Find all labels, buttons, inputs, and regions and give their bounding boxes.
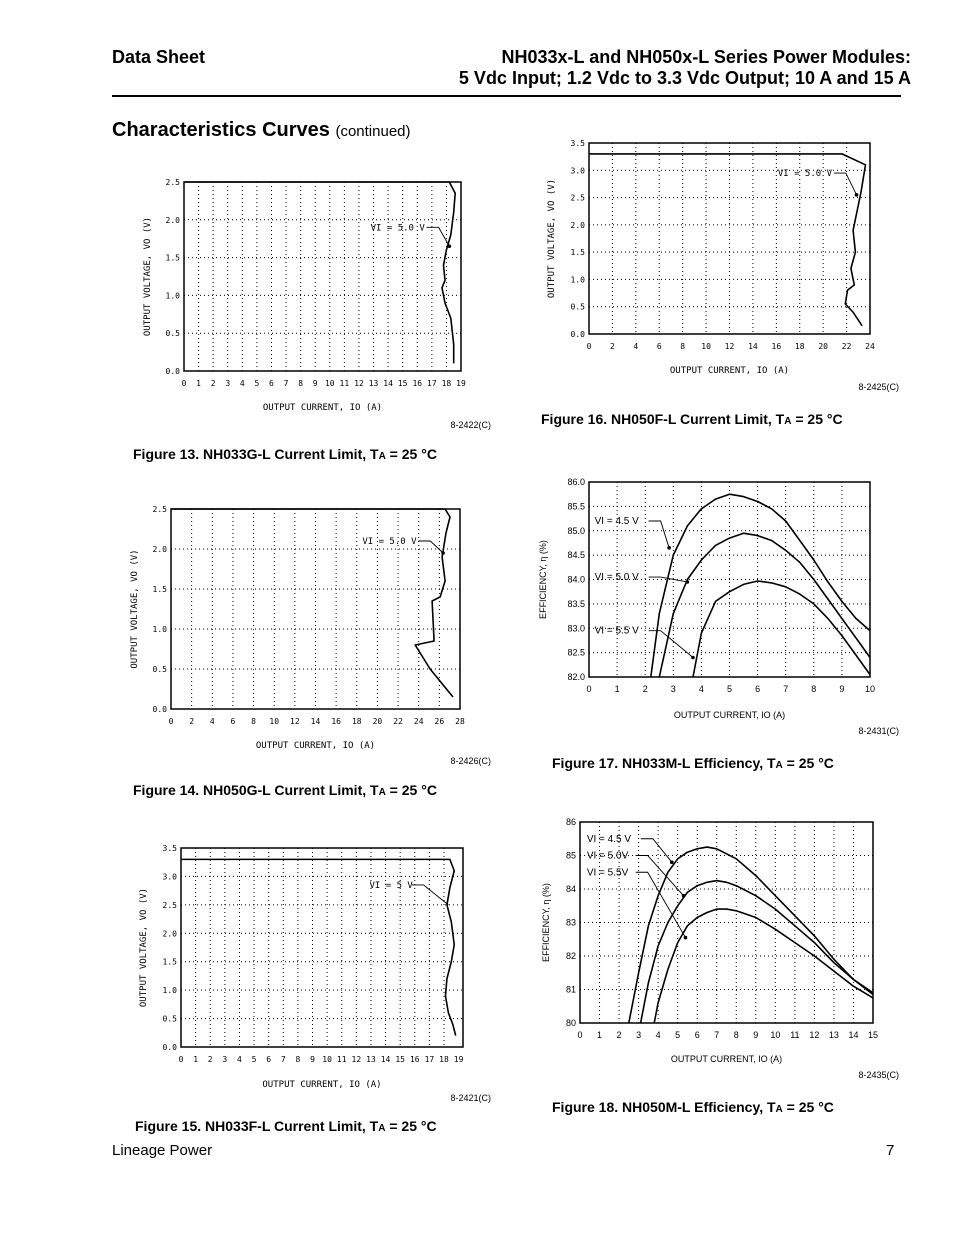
series-label: VI = 5.5V [586,867,629,879]
x-tick-label: 11 [336,1055,347,1064]
caption-subscript: A [784,416,792,427]
x-tick-label: 1 [597,1030,603,1040]
series-label: VI = 4.5 V [594,516,639,527]
y-axis-label: OUTPUT VOLTAGE, VO (V) [547,178,557,299]
x-tick-label: 0 [181,379,187,388]
series-leader-line [412,885,449,905]
series-label: VI = 5 V [369,880,413,891]
x-tick-label: 3 [670,684,676,694]
x-axis-label: OUTPUT CURRENT, IO (A) [255,741,376,751]
x-tick-label: 5 [675,1030,681,1040]
x-tick-label: 1 [614,684,620,694]
caption-text-end: = 25 °C [385,446,437,462]
x-tick-label: 7 [280,1055,286,1064]
x-tick-label: 6 [269,379,274,388]
x-tick-label: 5 [254,379,260,388]
x-tick-label: 19 [456,379,466,388]
x-tick-label: 16 [412,379,423,388]
x-tick-label: 12 [351,1055,362,1064]
x-tick-label: 8 [295,1055,301,1064]
x-tick-label: 4 [633,342,639,351]
series-line [181,859,456,1035]
y-axis-label: OUTPUT VOLTAGE, VO (V) [130,549,140,669]
x-tick-label: 18 [439,1055,449,1064]
x-tick-label: 14 [848,1030,859,1040]
section-continued: (continued) [335,123,411,140]
x-tick-label: 4 [698,684,704,694]
x-tick-label: 17 [427,379,437,388]
x-tick-label: 4 [239,379,245,388]
y-tick-label: 0.0 [570,330,585,339]
x-tick-label: 11 [790,1030,800,1040]
caption-text: Figure 18. NH050M-L Efficiency, T [552,1099,776,1115]
x-tick-label: 16 [331,717,341,726]
x-tick-label: 8 [733,1030,739,1040]
x-tick-label: 2 [642,684,648,694]
y-tick-label: 84.0 [567,574,585,585]
y-tick-label: 2.5 [152,505,167,514]
y-tick-label: 1.0 [165,291,180,301]
y-tick-label: 2.5 [165,178,180,187]
figure-code: 8-2422(C) [450,420,491,430]
y-tick-label: 0.5 [152,665,167,674]
y-tick-label: 2.0 [570,220,585,230]
x-tick-label: 6 [755,684,761,694]
header-title-line1: NH033x-L and NH050x-L Series Power Modules: [501,47,911,67]
x-tick-label: 13 [368,379,379,388]
x-tick-label: 7 [714,1030,720,1040]
figure-code: 8-2431(C) [858,726,899,736]
x-tick-label: 4 [209,717,215,726]
x-tick-label: 24 [413,717,424,726]
y-tick-label: 0.5 [165,329,180,339]
x-axis-label: OUTPUT CURRENT, IO (A) [673,710,786,720]
plot-frame [181,848,463,1047]
y-tick-label: 3.5 [570,139,585,148]
x-tick-label: 9 [753,1030,759,1040]
x-tick-label: 17 [424,1055,435,1064]
x-tick-label: 4 [655,1030,661,1040]
x-tick-label: 6 [230,717,236,726]
y-tick-label: 3.5 [162,844,177,853]
x-tick-label: 6 [266,1055,272,1064]
x-tick-label: 22 [393,717,403,726]
y-tick-label: 81 [565,984,576,995]
figure-15-caption: Figure 15. NH033F-L Current Limit, TA = 25 °C [135,1118,437,1134]
y-tick-label: 0.0 [162,1043,177,1052]
x-tick-label: 12 [809,1030,820,1040]
y-tick-label: 0.5 [162,1014,177,1024]
x-tick-label: 10 [701,342,711,351]
x-tick-label: 2 [210,379,216,388]
x-axis-label: OUTPUT CURRENT, IO (A) [670,1054,783,1064]
x-tick-label: 14 [748,342,758,351]
y-tick-label: 2.0 [162,929,177,939]
x-tick-label: 24 [865,342,875,351]
header-title-line2: 5 Vdc Input; 1.2 Vdc to 3.3 Vdc Output; 10 A and 15 A [458,68,911,88]
y-tick-label: 1.5 [570,248,585,258]
y-tick-label: 0.0 [152,705,167,714]
caption-text: Figure 14. NH050G-L Current Limit, T [133,782,379,798]
x-tick-label: 8 [298,379,304,388]
caption-subscript: A [378,451,386,462]
y-tick-label: 1.5 [165,253,180,263]
y-tick-label: 80 [565,1018,576,1028]
x-tick-label: 9 [312,379,318,388]
x-tick-label: 22 [841,342,852,351]
x-tick-label: 8 [811,684,817,694]
x-tick-label: 0 [586,684,592,694]
caption-text: Figure 17. NH033M-L Efficiency, T [552,755,776,771]
y-tick-label: 83.0 [567,623,585,634]
x-tick-label: 10 [269,717,280,726]
y-tick-label: 3.0 [162,872,177,882]
y-tick-label: 1.0 [152,625,167,634]
caption-text: Figure 13. NH033G-L Current Limit, T [133,446,379,462]
x-tick-label: 28 [455,717,465,726]
x-tick-label: 6 [694,1030,700,1040]
x-tick-label: 16 [409,1055,420,1064]
y-tick-label: 2.5 [570,193,585,203]
y-tick-label: 85 [565,850,576,861]
x-tick-label: 0 [577,1030,583,1040]
caption-text-end: = 25 °C [782,755,834,771]
footer-page-number: 7 [886,1142,895,1159]
x-tick-label: 10 [322,1055,332,1064]
x-tick-label: 1 [196,379,201,388]
series-label: VI = 5.0 V [777,169,833,180]
x-tick-label: 2 [189,717,195,726]
figure-code: 8-2426(C) [450,756,491,766]
series-label: VI = 4.5 V [586,833,632,845]
x-tick-label: 2 [207,1055,213,1064]
y-tick-label: 1.5 [162,957,177,967]
x-tick-label: 3 [225,379,231,388]
x-tick-label: 7 [783,684,789,694]
y-tick-label: 85.5 [567,501,585,512]
x-tick-label: 12 [290,717,300,726]
x-tick-label: 3 [636,1030,642,1040]
y-tick-label: 2.0 [152,545,167,554]
x-tick-label: 15 [397,379,408,388]
x-tick-label: 5 [726,684,733,694]
y-axis-label: EFFICIENCY, η (%) [541,883,551,962]
x-tick-label: 1 [193,1055,199,1064]
x-tick-label: 20 [818,342,828,351]
x-tick-label: 15 [867,1030,879,1040]
y-tick-label: 85.0 [567,525,585,536]
x-tick-label: 19 [453,1055,464,1064]
x-tick-label: 2 [616,1030,622,1040]
figure-code: 8-2435(C) [858,1070,899,1080]
x-tick-label: 13 [828,1030,839,1040]
figure-code: 8-2421(C) [450,1093,491,1103]
x-tick-label: 18 [794,342,805,351]
x-tick-label: 8 [251,717,256,726]
caption-subscript: A [775,1104,783,1115]
series-label: VI = 5.0 V [594,572,639,584]
x-tick-label: 18 [441,379,452,388]
x-tick-label: 0 [586,342,592,351]
x-tick-label: 15 [395,1055,405,1064]
caption-text: Figure 16. NH050F-L Current Limit, T [541,411,785,427]
y-tick-label: 82.5 [567,647,585,658]
x-tick-label: 8 [680,342,686,351]
footer-company: Lineage Power [112,1142,213,1159]
section-title-text: Characteristics Curves [112,119,330,141]
x-tick-label: 16 [771,342,782,351]
caption-subscript: A [775,760,783,771]
x-tick-label: 10 [324,379,335,388]
caption-text-end: = 25 °C [791,411,843,427]
y-tick-label: 86 [565,817,576,827]
y-tick-label: 2.0 [165,215,180,225]
x-axis-label: OUTPUT CURRENT, IO (A) [669,366,790,376]
y-axis-label: OUTPUT VOLTAGE, VO (V) [139,887,149,1008]
series-label: VI = 5.0 V [370,223,425,234]
y-axis-label: EFFICIENCY, η (%) [538,540,548,619]
x-tick-label: 2 [610,342,615,351]
y-tick-label: 83 [565,917,576,928]
caption-subscript: A [378,787,386,798]
y-tick-label: 1.0 [162,986,177,996]
x-tick-label: 26 [434,717,445,726]
x-tick-label: 9 [310,1055,315,1064]
x-tick-label: 9 [839,684,845,694]
x-tick-label: 11 [339,379,350,388]
x-tick-label: 5 [251,1055,257,1064]
series-label: VI = 5.0V [586,850,629,862]
header-left-title: Data Sheet [112,47,206,67]
x-tick-label: 0 [178,1055,184,1064]
y-tick-label: 86.0 [567,477,585,487]
figure-code: 8-2425(C) [858,382,899,392]
y-tick-label: 82.0 [567,672,585,682]
x-tick-label: 3 [222,1055,228,1064]
x-axis-label: OUTPUT CURRENT, IO (A) [262,1080,382,1090]
y-tick-label: 1.5 [152,585,167,594]
x-tick-label: 6 [656,342,662,351]
series-label: VI = 5.0 V [362,537,417,547]
y-tick-label: 1.0 [570,275,585,285]
x-tick-label: 10 [864,684,876,694]
x-axis-label: OUTPUT CURRENT, IO (A) [262,403,383,413]
y-tick-label: 0.0 [165,367,180,376]
x-tick-label: 14 [380,1055,391,1064]
caption-text-end: = 25 °C [385,782,437,798]
x-tick-label: 14 [310,717,321,726]
x-tick-label: 10 [770,1030,781,1040]
y-tick-label: 3.0 [570,166,585,176]
caption-text-end: = 25 °C [782,1099,834,1115]
series-label: VI = 5.5 V [594,625,639,637]
x-tick-label: 4 [237,1055,242,1064]
x-tick-label: 0 [168,717,174,726]
x-tick-label: 12 [724,342,735,351]
y-axis-label: OUTPUT VOLTAGE, VO (V) [143,216,153,337]
y-tick-label: 84.5 [567,550,585,561]
x-tick-label: 7 [283,379,289,388]
y-tick-label: 0.5 [570,302,585,312]
x-tick-label: 14 [383,379,393,388]
x-tick-label: 18 [351,717,362,726]
x-tick-label: 20 [372,717,383,726]
y-tick-label: 83.5 [567,598,585,609]
y-tick-label: 84 [565,884,576,894]
x-tick-label: 13 [366,1055,376,1064]
y-tick-label: 2.5 [162,900,177,910]
y-tick-label: 82 [565,951,576,961]
x-tick-label: 12 [354,379,364,388]
